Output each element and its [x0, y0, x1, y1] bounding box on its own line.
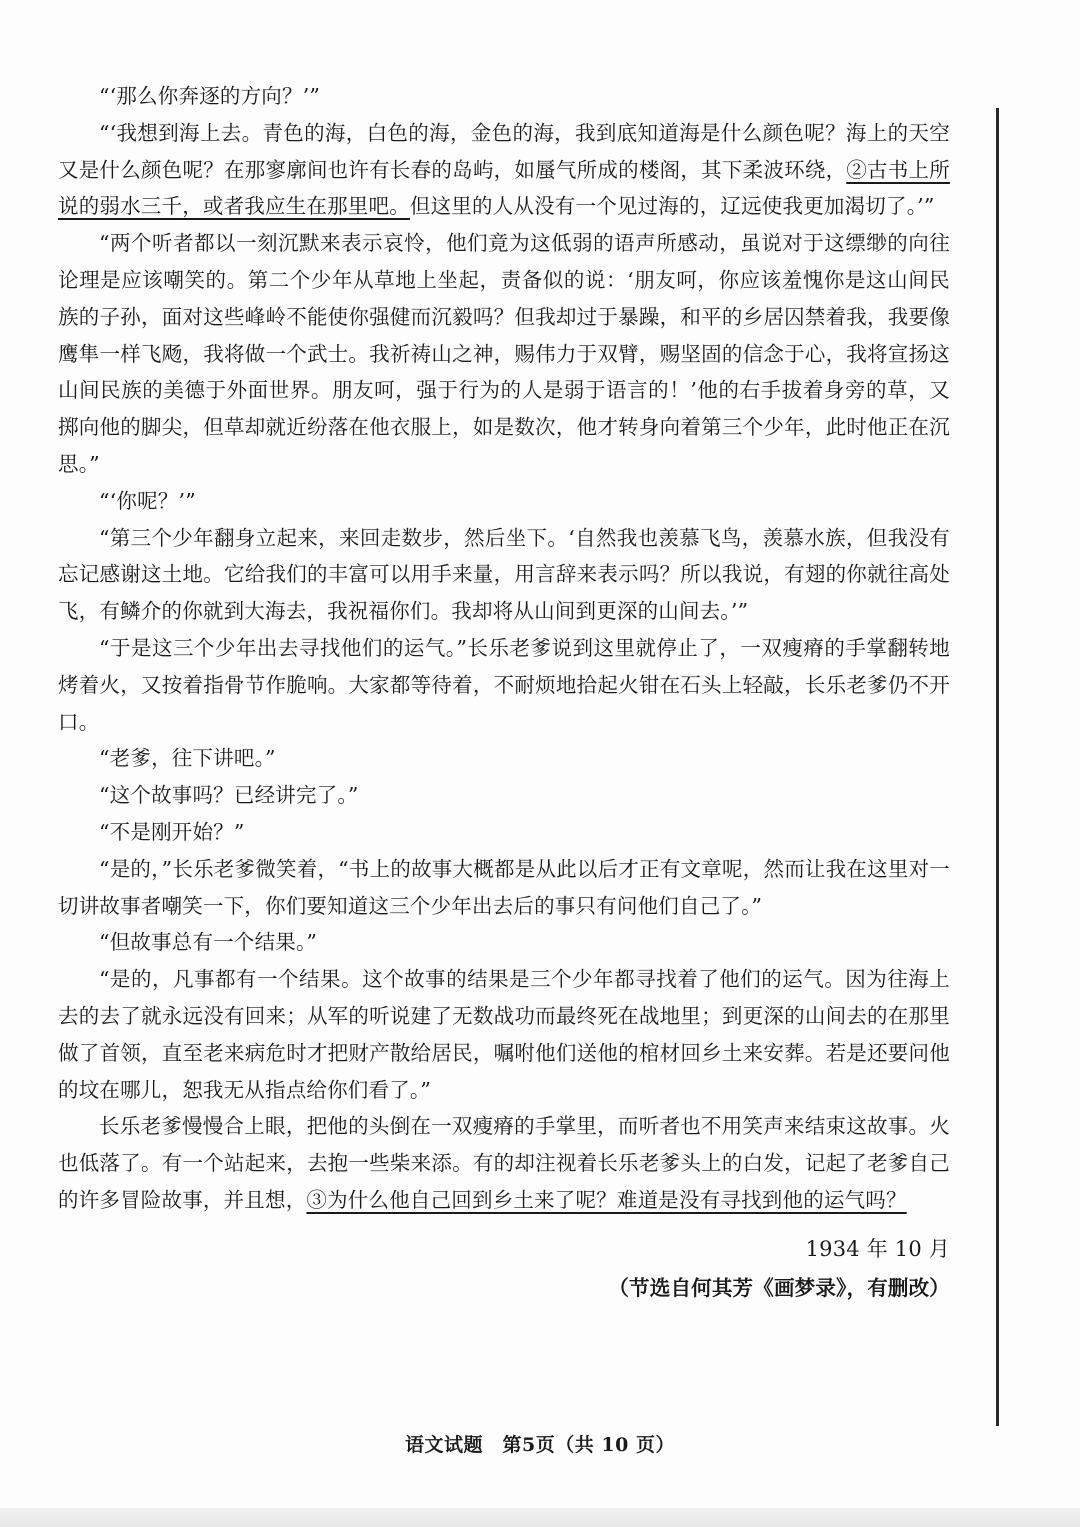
- paragraph-7-text: “老爹，往下讲吧。”: [99, 746, 276, 771]
- paragraph-6: [58, 630, 950, 740]
- paragraph-12-text: “是的，凡事都有一个结果。这个故事的结果是三个少年都寻找着了他们的运气。因为往海上去的去了就永远没有回来；从军的听说建了无数战功而最终死在战地里；到更深的山间去的在那里做了首领，直至老来病危时才把财产散给居民，嘱咐他们送他的棺材回乡土来安葬。若是还要问他的坟在哪儿，恕我无从指点给你们看了。”: [58, 967, 950, 1102]
- paragraph-11: [58, 924, 950, 961]
- date-line: 1934 年 10 月: [805, 1236, 950, 1261]
- paragraph-10: [58, 851, 950, 925]
- paragraph-9-text: “不是刚开始？”: [99, 819, 245, 844]
- passage-text: [58, 78, 950, 1306]
- paragraph-1-text: “‘那么你奔逐的方向？’”: [99, 84, 321, 108]
- paragraph-7: [58, 740, 950, 777]
- page-bottom-edge: [0, 1508, 1080, 1527]
- paragraph-4: [58, 483, 950, 520]
- paragraph-5-text: “第三个少年翻身立起来，来回走数步，然后坐下。‘自然我也羡慕飞鸟，羡慕水族，但我没有忘记感谢这土地。它给我们的丰富可以用手来量，用言辞来表示吗？所以我说，有翅的你就往高处飞，有鳞介的你就到大海去，我祝福你们。我却将从山间到更深的山间去。’”: [58, 525, 950, 624]
- paragraph-8: [58, 777, 950, 814]
- paragraph-9: [58, 814, 950, 851]
- paragraph-2-text-post: 但这里的人从没有一个见过海的，辽远使我更加渴切了。’”: [409, 194, 935, 219]
- underlined-sentence-3: ③为什么他自己回到乡土来了呢？难道是没有寻找到他的运气吗？: [306, 1187, 907, 1212]
- paragraph-1: [58, 78, 950, 115]
- paragraph-13: [58, 1108, 950, 1218]
- page-footer: 语文试题 第5页（共 10 页）: [405, 1434, 675, 1456]
- paragraph-13-text-pre: 长乐老爹慢慢合上眼，把他的头倒在一双瘦瘠的手掌里，而听者也不用笑声来结束这故事。火也低落了。有一个站起来，去抱一些柴来添。有的却注视着长乐老爹头上的白发，记起了老爹自己的许多冒险故事，并且想，: [58, 1114, 950, 1212]
- paragraph-3-text: “两个听者都以一刻沉默来表示哀怜，他们竟为这低弱的语声所感动，虽说对于这缥缈的向往论理是应该嘲笑的。第二个少年从草地上坐起，责备似的说：‘朋友呵，你应该羞愧你是这山间民族的子孙，面对这些峰岭不能使你强健而沉毅吗？但我却过于暴躁，和平的乡居囚禁着我，我要像鹰隼一样飞飏，我将做一个武士。我祈祷山之神，赐伟力于双臂，赐坚固的信念于心，我将宣扬这山间民族的美德于外面世界。朋友呵，强于行为的人是弱于语言的！’他的右手拔着身旁的草，又掷向他的脚尖，但草却就近纷落在他衣服上，如是数次，他才转身向着第三个少年，此时他正在沉思。”: [58, 231, 950, 476]
- paragraph-12: [58, 961, 950, 1108]
- source-line: （节选自何其芳《画梦录》，有删改）: [608, 1275, 950, 1300]
- paragraph-2: [58, 115, 950, 225]
- underlined-sentence-2: ②古书上所说的弱水三千，或者我应生在那里吧。: [58, 157, 950, 219]
- binding-line: [996, 108, 999, 1426]
- paragraph-2-text-pre: “‘我想到海上去。青色的海，白色的海，金色的海，我到底知道海是什么颜色呢？海上的天空又是什么颜色呢？在那寥廓间也许有长春的岛屿，如蜃气所成的楼阁，其下柔波环绕，: [58, 120, 950, 182]
- paragraph-3: [58, 225, 950, 483]
- paragraph-5: [58, 520, 950, 630]
- paragraph-10-text: “是的，”长乐老爹微笑着，“书上的故事大概都是从此以后才正有文章呢，然而让我在这里对一切讲故事者嘲笑一下，你们要知道这三个少年出去后的事只有问他们自己了。”: [58, 856, 950, 918]
- paragraph-11-text: “但故事总有一个结果。”: [99, 930, 318, 955]
- paragraph-4-text: “‘你呢？’”: [99, 488, 196, 513]
- paragraph-6-text: “于是这三个少年出去寻找他们的运气。”长乐老爹说到这里就停止了，一双瘦瘠的手掌翻转地烤着火，又按着指骨节作脆响。大家都等待着，不耐烦地拾起火钳在石头上轻敲，长乐老爹仍不开口。: [58, 635, 950, 734]
- paragraph-8-text: “这个故事吗？已经讲完了。”: [99, 783, 359, 808]
